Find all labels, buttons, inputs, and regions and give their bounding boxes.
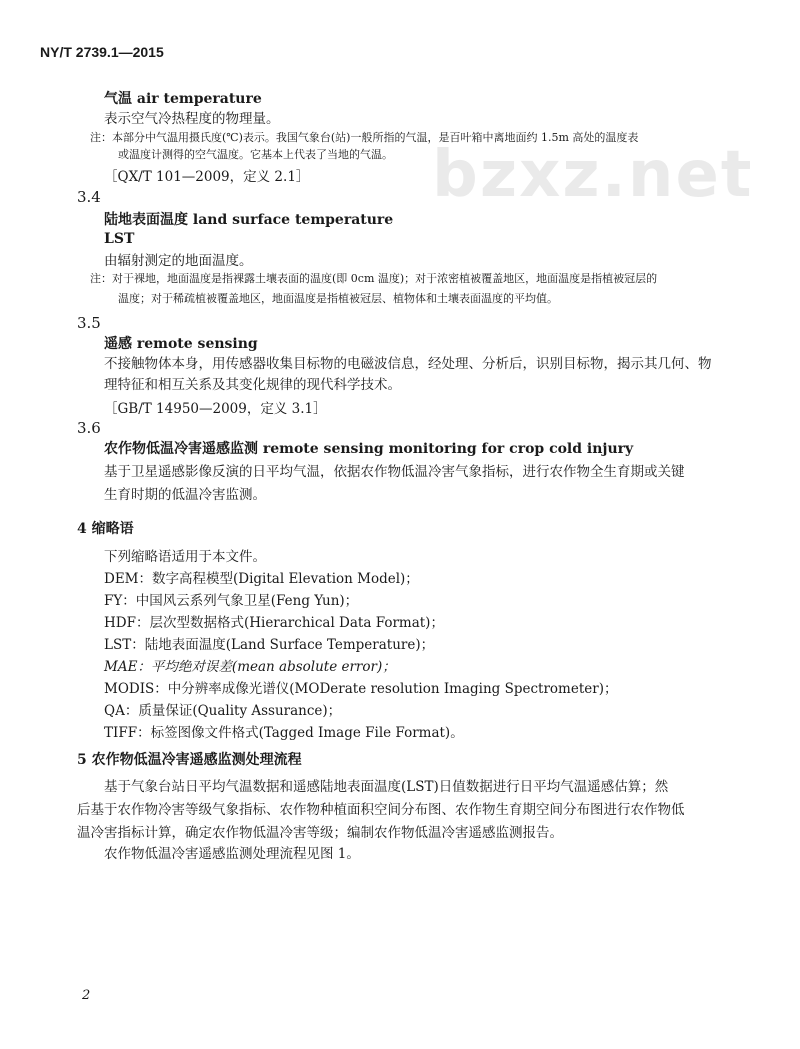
- definition-crop-cold-injury-line2: 生育时期的低温冷害监测。: [104, 487, 266, 503]
- section-5-paragraph-line2: 后基于农作物冷害等级气象指标、农作物种植面积空间分布图、农作物生育期空间分布图进行农作物低: [77, 802, 685, 818]
- standard-code: NY/T 2739.1—2015: [40, 44, 164, 60]
- note-lst-line2: 温度；对于稀疏植被覆盖地区，地面温度是指植被冠层、植物体和土壤表面温度的平均值。: [118, 292, 558, 305]
- page-number: 2: [82, 988, 91, 1003]
- abbreviation-lst: LST: [104, 231, 135, 247]
- note-air-temperature-line1: 注：本部分中气温用摄氏度(℃)表示。我国气象台(站)一般所指的气温，是百叶箱中离地面约 1.5m 高处的温度表: [90, 131, 639, 144]
- note-lst-line1: 注：对于裸地，地面温度是指裸露土壤表面的温度(即 0cm 温度)；对于浓密植被覆盖地区，地面温度是指植被冠层的: [90, 272, 658, 285]
- abbreviation-item: MODIS：中分辨率成像光谱仪(MODerate resolution Imaging Spectrometer)；: [104, 681, 618, 697]
- abbreviation-item: TIFF：标签图像文件格式(Tagged Image File Format)。: [104, 725, 464, 741]
- term-land-surface-temperature: 陆地表面温度 land surface temperature: [104, 212, 394, 228]
- abbreviation-item: LST：陆地表面温度(Land Surface Temperature)；: [104, 637, 435, 653]
- abbreviation-item: QA：质量保证(Quality Assurance)；: [104, 703, 342, 719]
- abbreviation-item: HDF：层次型数据格式(Hierarchical Data Format)；: [104, 615, 444, 631]
- clause-number-3-6: 3.6: [77, 419, 101, 437]
- section-5-heading: 5 农作物低温冷害遥感监测处理流程: [77, 752, 302, 768]
- section-5-paragraph-line1: 基于气象台站日平均气温数据和遥感陆地表面温度(LST)日值数据进行日平均气温遥感估算；然: [104, 779, 669, 795]
- source-remote-sensing: ［GB/T 14950—2009，定义 3.1］: [104, 401, 327, 417]
- definition-crop-cold-injury-line1: 基于卫星遥感影像反演的日平均气温，依据农作物低温冷害气象指标，进行农作物全生育期或关键: [104, 464, 685, 480]
- definition-air-temperature: 表示空气冷热程度的物理量。: [104, 111, 280, 127]
- clause-number-3-5: 3.5: [77, 314, 101, 332]
- term-remote-sensing: 遥感 remote sensing: [104, 336, 258, 352]
- section-4-heading: 4 缩略语: [77, 521, 134, 537]
- abbreviation-item: DEM：数字高程模型(Digital Elevation Model)；: [104, 571, 419, 587]
- term-crop-cold-injury-monitoring: 农作物低温冷害遥感监测 remote sensing monitoring for crop cold injury: [104, 441, 634, 457]
- section-5-paragraph-line3: 温冷害指标计算，确定农作物低温冷害等级；编制农作物低温冷害遥感监测报告。: [77, 825, 563, 841]
- watermark: bzxz.net: [432, 138, 754, 212]
- definition-remote-sensing-line2: 理特征和相互关系及其变化规律的现代科学技术。: [104, 377, 401, 393]
- section-4-intro: 下列缩略语适用于本文件。: [104, 549, 266, 565]
- note-air-temperature-line2: 或温度计测得的空气温度。它基本上代表了当地的气温。: [118, 148, 393, 161]
- abbreviation-item: FY：中国风云系列气象卫星(Feng Yun)；: [104, 593, 359, 609]
- section-5-figure-reference: 农作物低温冷害遥感监测处理流程见图 1。: [104, 846, 360, 862]
- term-air-temperature: 气温 air temperature: [104, 91, 262, 107]
- clause-number-3-4: 3.4: [77, 188, 101, 206]
- definition-remote-sensing-line1: 不接触物体本身，用传感器收集目标物的电磁波信息，经处理、分析后，识别目标物，揭示其几何、物: [104, 356, 712, 372]
- source-air-temperature: ［QX/T 101—2009，定义 2.1］: [104, 169, 310, 185]
- abbreviation-item: MAE：平均绝对误差(mean absolute error)；: [104, 659, 396, 675]
- definition-land-surface-temperature: 由辐射测定的地面温度。: [104, 253, 253, 269]
